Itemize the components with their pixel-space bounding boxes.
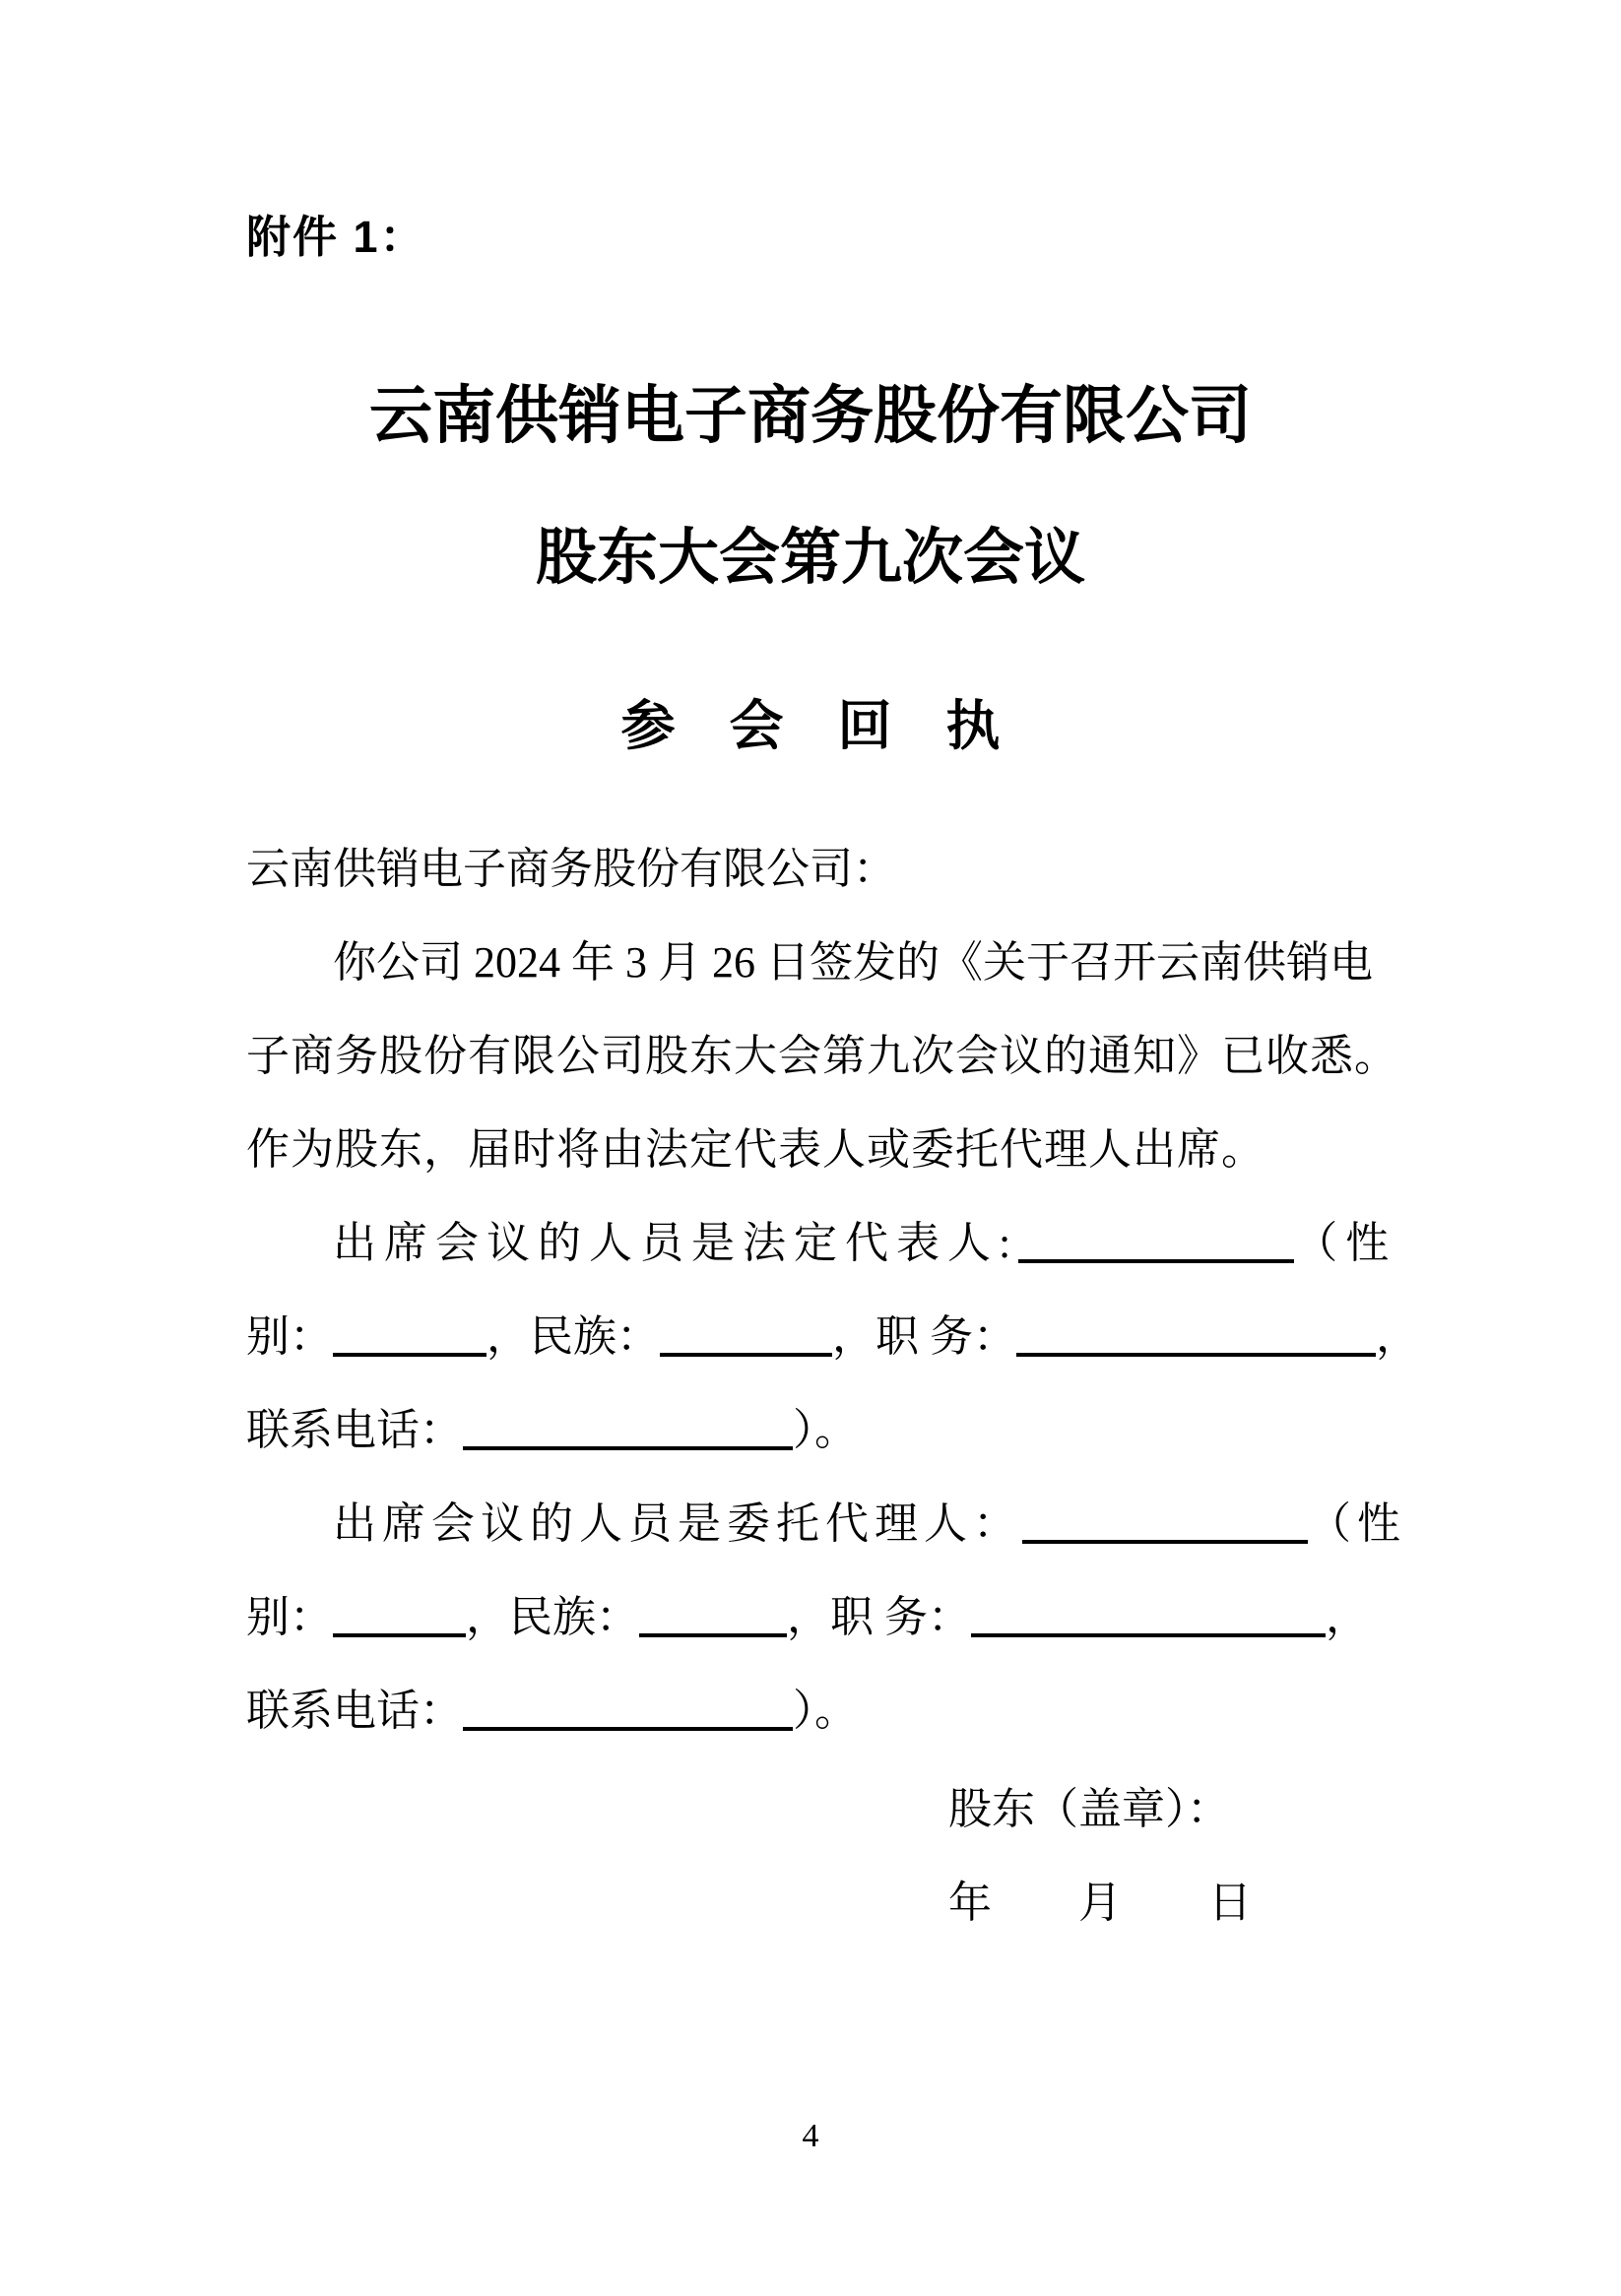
body-line bbox=[246, 1009, 1438, 1103]
fill-in-blank-line bbox=[660, 1313, 832, 1357]
fill-in-blank-line bbox=[1018, 1220, 1294, 1263]
line-text: 子商务股份有限公司股东大会第九次会议的通知》已收悉。 bbox=[246, 1032, 1398, 1080]
body-line bbox=[246, 916, 1438, 1009]
body-line bbox=[246, 1103, 1438, 1196]
line-text: ， bbox=[1326, 1593, 1369, 1641]
page-number: 4 bbox=[802, 2118, 819, 2154]
document-subtitle: 参 会 回 执 bbox=[620, 696, 1001, 756]
document-title-line2: 股东大会第九次会议 bbox=[535, 525, 1085, 592]
line-text: ）。 bbox=[793, 1406, 858, 1454]
fill-in-blank-line bbox=[971, 1594, 1326, 1637]
body-line bbox=[246, 1290, 1438, 1383]
body-line bbox=[246, 1570, 1438, 1664]
line-text: 作为股东，届时将由法定代表人或委托代理人出席。 bbox=[246, 1125, 1265, 1174]
salutation-line: 云南供销电子商务股份有限公司： bbox=[246, 845, 896, 893]
line-text: 你公司 2024 年 3 月 26 日签发的《关于召开云南供销电 bbox=[333, 938, 1373, 987]
line-text: 别： bbox=[246, 1593, 333, 1641]
line-text: ，民族： bbox=[486, 1312, 660, 1361]
line-text: 联系电话： bbox=[246, 1406, 463, 1454]
line-text: （性 bbox=[1308, 1499, 1406, 1548]
fill-in-blank-line bbox=[463, 1688, 793, 1731]
fill-in-blank-line bbox=[333, 1313, 486, 1357]
line-text: ，民族： bbox=[466, 1593, 639, 1641]
line-text: ， bbox=[1376, 1312, 1419, 1361]
line-text: ）。 bbox=[793, 1687, 858, 1735]
body-line bbox=[246, 1664, 1438, 1757]
shareholder-seal-line: 股东（盖章）： bbox=[948, 1785, 1230, 1833]
line-text: 别： bbox=[246, 1312, 333, 1361]
attachment-label: 附件 1： bbox=[246, 212, 426, 262]
body-line bbox=[246, 1196, 1438, 1290]
signature-block bbox=[948, 1762, 1252, 1949]
date-line: 年 月 日 bbox=[948, 1879, 1252, 1927]
body-line bbox=[246, 1383, 1438, 1477]
body-line bbox=[246, 1477, 1438, 1570]
fill-in-blank-line bbox=[639, 1594, 787, 1637]
line-text: 联系电话： bbox=[246, 1687, 463, 1735]
line-text: ，职 务： bbox=[832, 1312, 1016, 1361]
fill-in-blank-line bbox=[1022, 1500, 1308, 1544]
line-text: （性 bbox=[1294, 1219, 1397, 1267]
line-text: ，职 务： bbox=[787, 1593, 971, 1641]
fill-in-blank-line bbox=[333, 1594, 466, 1637]
fill-in-blank-line bbox=[1016, 1313, 1376, 1357]
body-lines bbox=[246, 916, 1438, 1757]
line-text: 出席会议的人员是委托代理人： bbox=[333, 1499, 1022, 1548]
line-text: 出席会议的人员是法定代表人: bbox=[333, 1219, 1019, 1267]
fill-in-blank-line bbox=[463, 1407, 793, 1450]
body-text bbox=[246, 822, 1438, 1757]
document-title-line1: 云南供销电子商务股份有限公司 bbox=[369, 381, 1252, 451]
